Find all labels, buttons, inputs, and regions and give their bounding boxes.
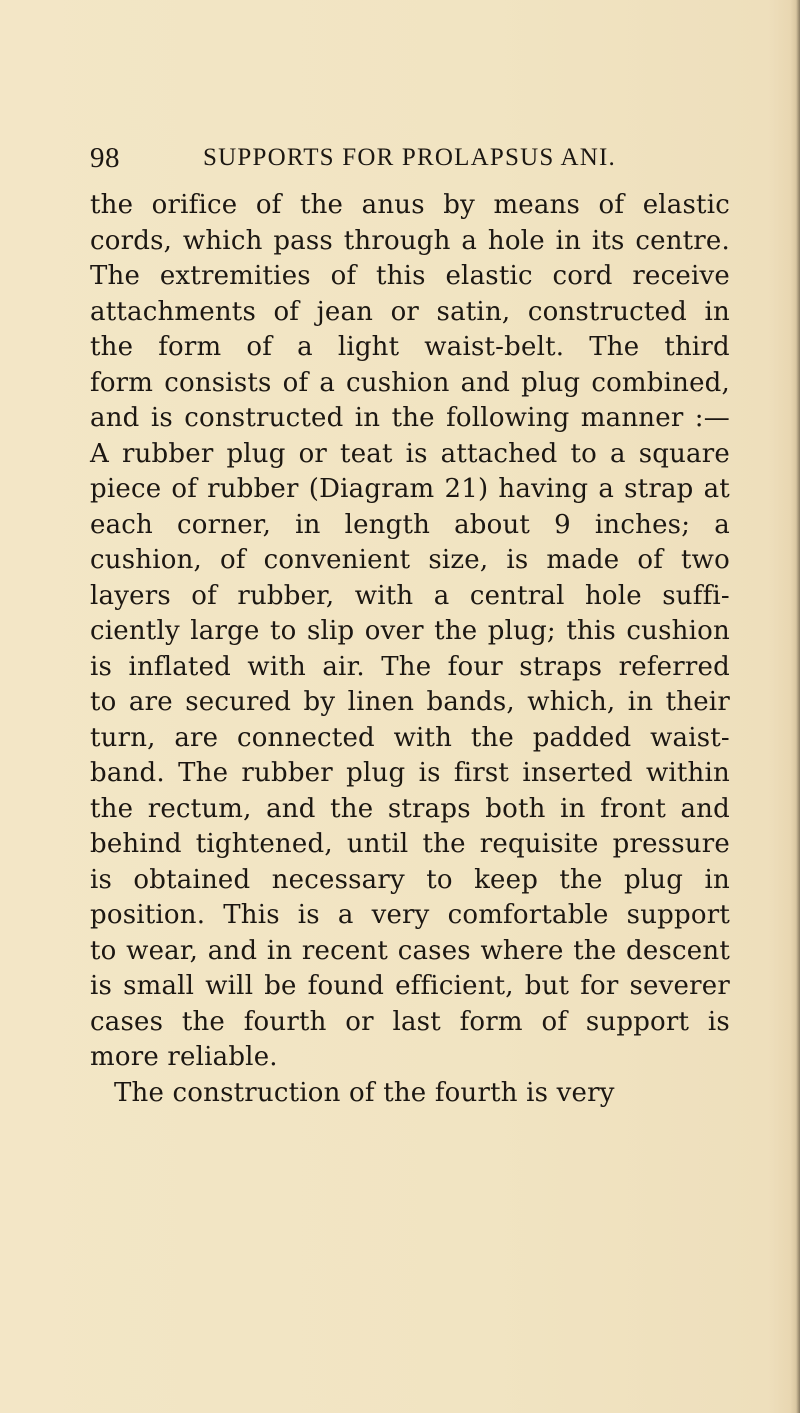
word: first [453,758,510,788]
word: means [493,190,581,220]
word: in [295,509,321,540]
word: each [90,509,153,540]
word: plug [521,367,581,398]
word: hole [487,225,545,256]
word: the [470,722,515,753]
word: with [393,722,453,753]
word: until [346,829,409,859]
word: a [433,580,450,611]
word: small [123,971,195,1001]
text-line [90,650,730,686]
word: plug [623,864,684,895]
word: receive [632,261,730,291]
text-line [90,863,730,899]
word: fourth [243,1006,327,1037]
word: suffi- [662,580,730,611]
text-line [90,543,730,579]
word: in [627,687,654,717]
word: centre. [635,225,730,256]
word: attachments [90,296,256,327]
word: form [90,367,154,398]
word: position. [90,900,206,930]
word: form [459,1006,523,1037]
text-line [90,898,730,934]
word: square [638,438,730,469]
word: connected [236,722,375,753]
word: over [364,616,424,646]
word: about [454,509,531,540]
text-line [90,437,730,473]
word: 21) [444,474,489,504]
word: corner, [177,509,272,540]
word: straps [387,793,471,824]
text-line [90,259,730,295]
word: and [460,367,511,398]
word: obtained [133,864,251,895]
word: waist- [650,722,730,753]
word: third [664,332,730,362]
text-line [90,579,730,615]
word: to [90,687,117,717]
word: the [573,935,617,966]
word: will [205,971,254,1001]
word: and [90,403,140,433]
word: made [546,545,620,575]
word: rectum, [147,793,252,824]
word: convenient [263,545,411,575]
word: the [391,403,435,433]
word: tightened, [195,829,333,859]
text-line [90,969,730,1005]
word: elastic [445,261,533,291]
word: the [330,793,374,824]
word: cushion [346,367,450,398]
word: found [307,971,385,1001]
text-line [90,401,730,437]
word: which, [527,687,616,717]
word: the [90,332,134,362]
text-line [90,721,730,757]
word: comfortable [447,900,609,930]
word: linen [347,687,415,717]
text-line: more reliable. [90,1042,278,1072]
word: support [585,1006,690,1037]
word: their [665,687,730,717]
word: consists [164,367,272,398]
word: the [90,793,134,824]
word: length [344,509,431,540]
word: size, [428,545,489,575]
text-line [90,188,730,224]
word: through [343,225,451,256]
word: of [282,367,309,398]
word: the [422,829,466,859]
word: following [446,403,570,433]
word: plug [346,758,406,788]
word: to [90,935,117,966]
text-line [90,295,730,331]
text-line [90,1005,730,1041]
word: but [524,971,570,1001]
word: piece [90,474,162,504]
text-line: The construction of the fourth is very [114,1077,615,1108]
word: straps [519,651,603,682]
word: turn, [90,722,156,753]
word: layers [90,580,171,611]
text-line [90,508,730,544]
word: plug [226,438,286,469]
word: satin, [436,296,511,327]
word: requisite [479,829,599,859]
word: and [680,793,730,824]
word: be [264,971,297,1001]
word: both [485,793,546,824]
word: constructed [184,403,344,433]
text-line [90,685,730,721]
word: air. [322,651,365,682]
word: descent [626,935,730,966]
word: rubber [241,758,333,788]
word: cord [552,261,613,291]
word: and [207,935,258,966]
word: are [128,687,173,717]
word: severer [629,971,730,1001]
page-number: 98 [90,142,120,174]
word: in [354,403,381,433]
text-line [90,472,730,508]
text-line [90,614,730,650]
word: slip [306,616,355,646]
word: and [266,793,316,824]
word: inches; [594,509,691,540]
word: at [703,474,730,504]
word: inserted [522,758,633,788]
word: manner [580,403,684,433]
word: pass [273,225,333,256]
word: which [182,225,263,256]
word: of [273,296,300,327]
word: strap [624,474,694,504]
word: combined, [591,367,730,398]
word: The [178,758,229,788]
word: (Diagram [308,474,435,504]
word: elastic [642,190,730,220]
running-head: SUPPORTS FOR PROLAPSUS ANI. [203,144,616,171]
word: is [90,651,113,682]
word: cases [397,935,471,966]
word: light [337,332,400,362]
word: central [469,580,565,611]
word: cushion, [90,545,202,575]
word: of [246,332,273,362]
word: a [461,225,478,256]
word: large [190,616,260,646]
body-text [90,188,730,1111]
word: wear, [126,935,199,966]
word: hole [584,580,642,611]
word: with [354,580,414,611]
word: in [704,864,730,895]
word: the [559,864,603,895]
word: its [591,225,625,256]
word: is [90,971,113,1001]
word: a [319,367,336,398]
word: very [371,900,430,930]
word: to [426,864,453,895]
word: secured [185,687,292,717]
word: cushion [626,616,730,646]
word: inflated [128,651,232,682]
word: or [298,438,328,469]
word: is [418,758,441,788]
text-line [90,827,730,863]
word: referred [618,651,730,682]
word: last [392,1006,441,1037]
word: rubber, [237,580,335,611]
word: this [376,261,426,291]
word: to [570,438,598,469]
word: is [150,403,173,433]
word: in [266,935,293,966]
word: cords, [90,225,173,256]
text-line [90,792,730,828]
text-line [90,934,730,970]
word: is [707,1006,730,1037]
word: within [645,758,730,788]
word: the [299,190,344,220]
word: cases [90,1006,164,1037]
word: four [447,651,503,682]
word: A [90,438,109,469]
word: or [390,296,420,327]
word: anus [361,190,425,220]
word: are [174,722,219,753]
word: is [405,438,428,469]
word: necessary [271,864,405,895]
word: of [330,261,357,291]
word: to [270,616,297,646]
word: of [541,1006,568,1037]
word: recent [301,935,389,966]
word: with [247,651,306,682]
word: two [681,545,730,575]
page-edge-shadow [790,0,800,1413]
word: a [610,438,626,469]
word: The [90,261,141,291]
word: of [255,190,282,220]
word: where [480,935,564,966]
word: constructed [527,296,687,327]
word: the [90,190,134,220]
word: band. [90,758,165,788]
word: of [598,190,625,220]
word: in [704,296,730,327]
word: 9 [554,509,571,540]
word: support [626,900,730,930]
word: a [337,900,354,930]
word: teat [340,438,393,469]
word: rubber [121,438,214,469]
word: waist-belt. [424,332,565,362]
word: having [498,474,589,504]
word: This [223,900,280,930]
word: for [580,971,619,1001]
word: efficient, [395,971,514,1001]
word: in [560,793,586,824]
word: is [506,545,529,575]
word: behind [90,829,182,859]
word: bands, [426,687,515,717]
word: a [714,509,730,540]
word: ciently [90,616,180,646]
word: padded [532,722,632,753]
text-line [90,366,730,402]
word: plug; [487,616,556,646]
word: in [555,225,582,256]
word: jean [316,296,374,327]
word: keep [474,864,539,895]
word: The [381,651,432,682]
word: this [566,616,616,646]
word: of [191,580,217,611]
word: is [90,864,113,895]
word: is [297,900,320,930]
word: The [589,332,640,362]
word: orifice [151,190,238,220]
word: a [598,474,615,504]
word: of [171,474,198,504]
page-header [90,142,730,176]
word: of [219,545,246,575]
word: attached [440,438,558,469]
word: extremities [159,261,311,291]
word: :— [694,403,730,433]
text-line [90,330,730,366]
text-line [90,224,730,260]
text-line [90,756,730,792]
word: rubber [207,474,299,504]
word: by [443,190,475,220]
word: pressure [612,829,730,859]
word: a [297,332,313,362]
word: of [637,545,664,575]
word: form [158,332,222,362]
word: or [345,1006,374,1037]
word: by [303,687,336,717]
word: front [600,793,666,824]
word: the [434,616,478,646]
word: the [181,1006,226,1037]
